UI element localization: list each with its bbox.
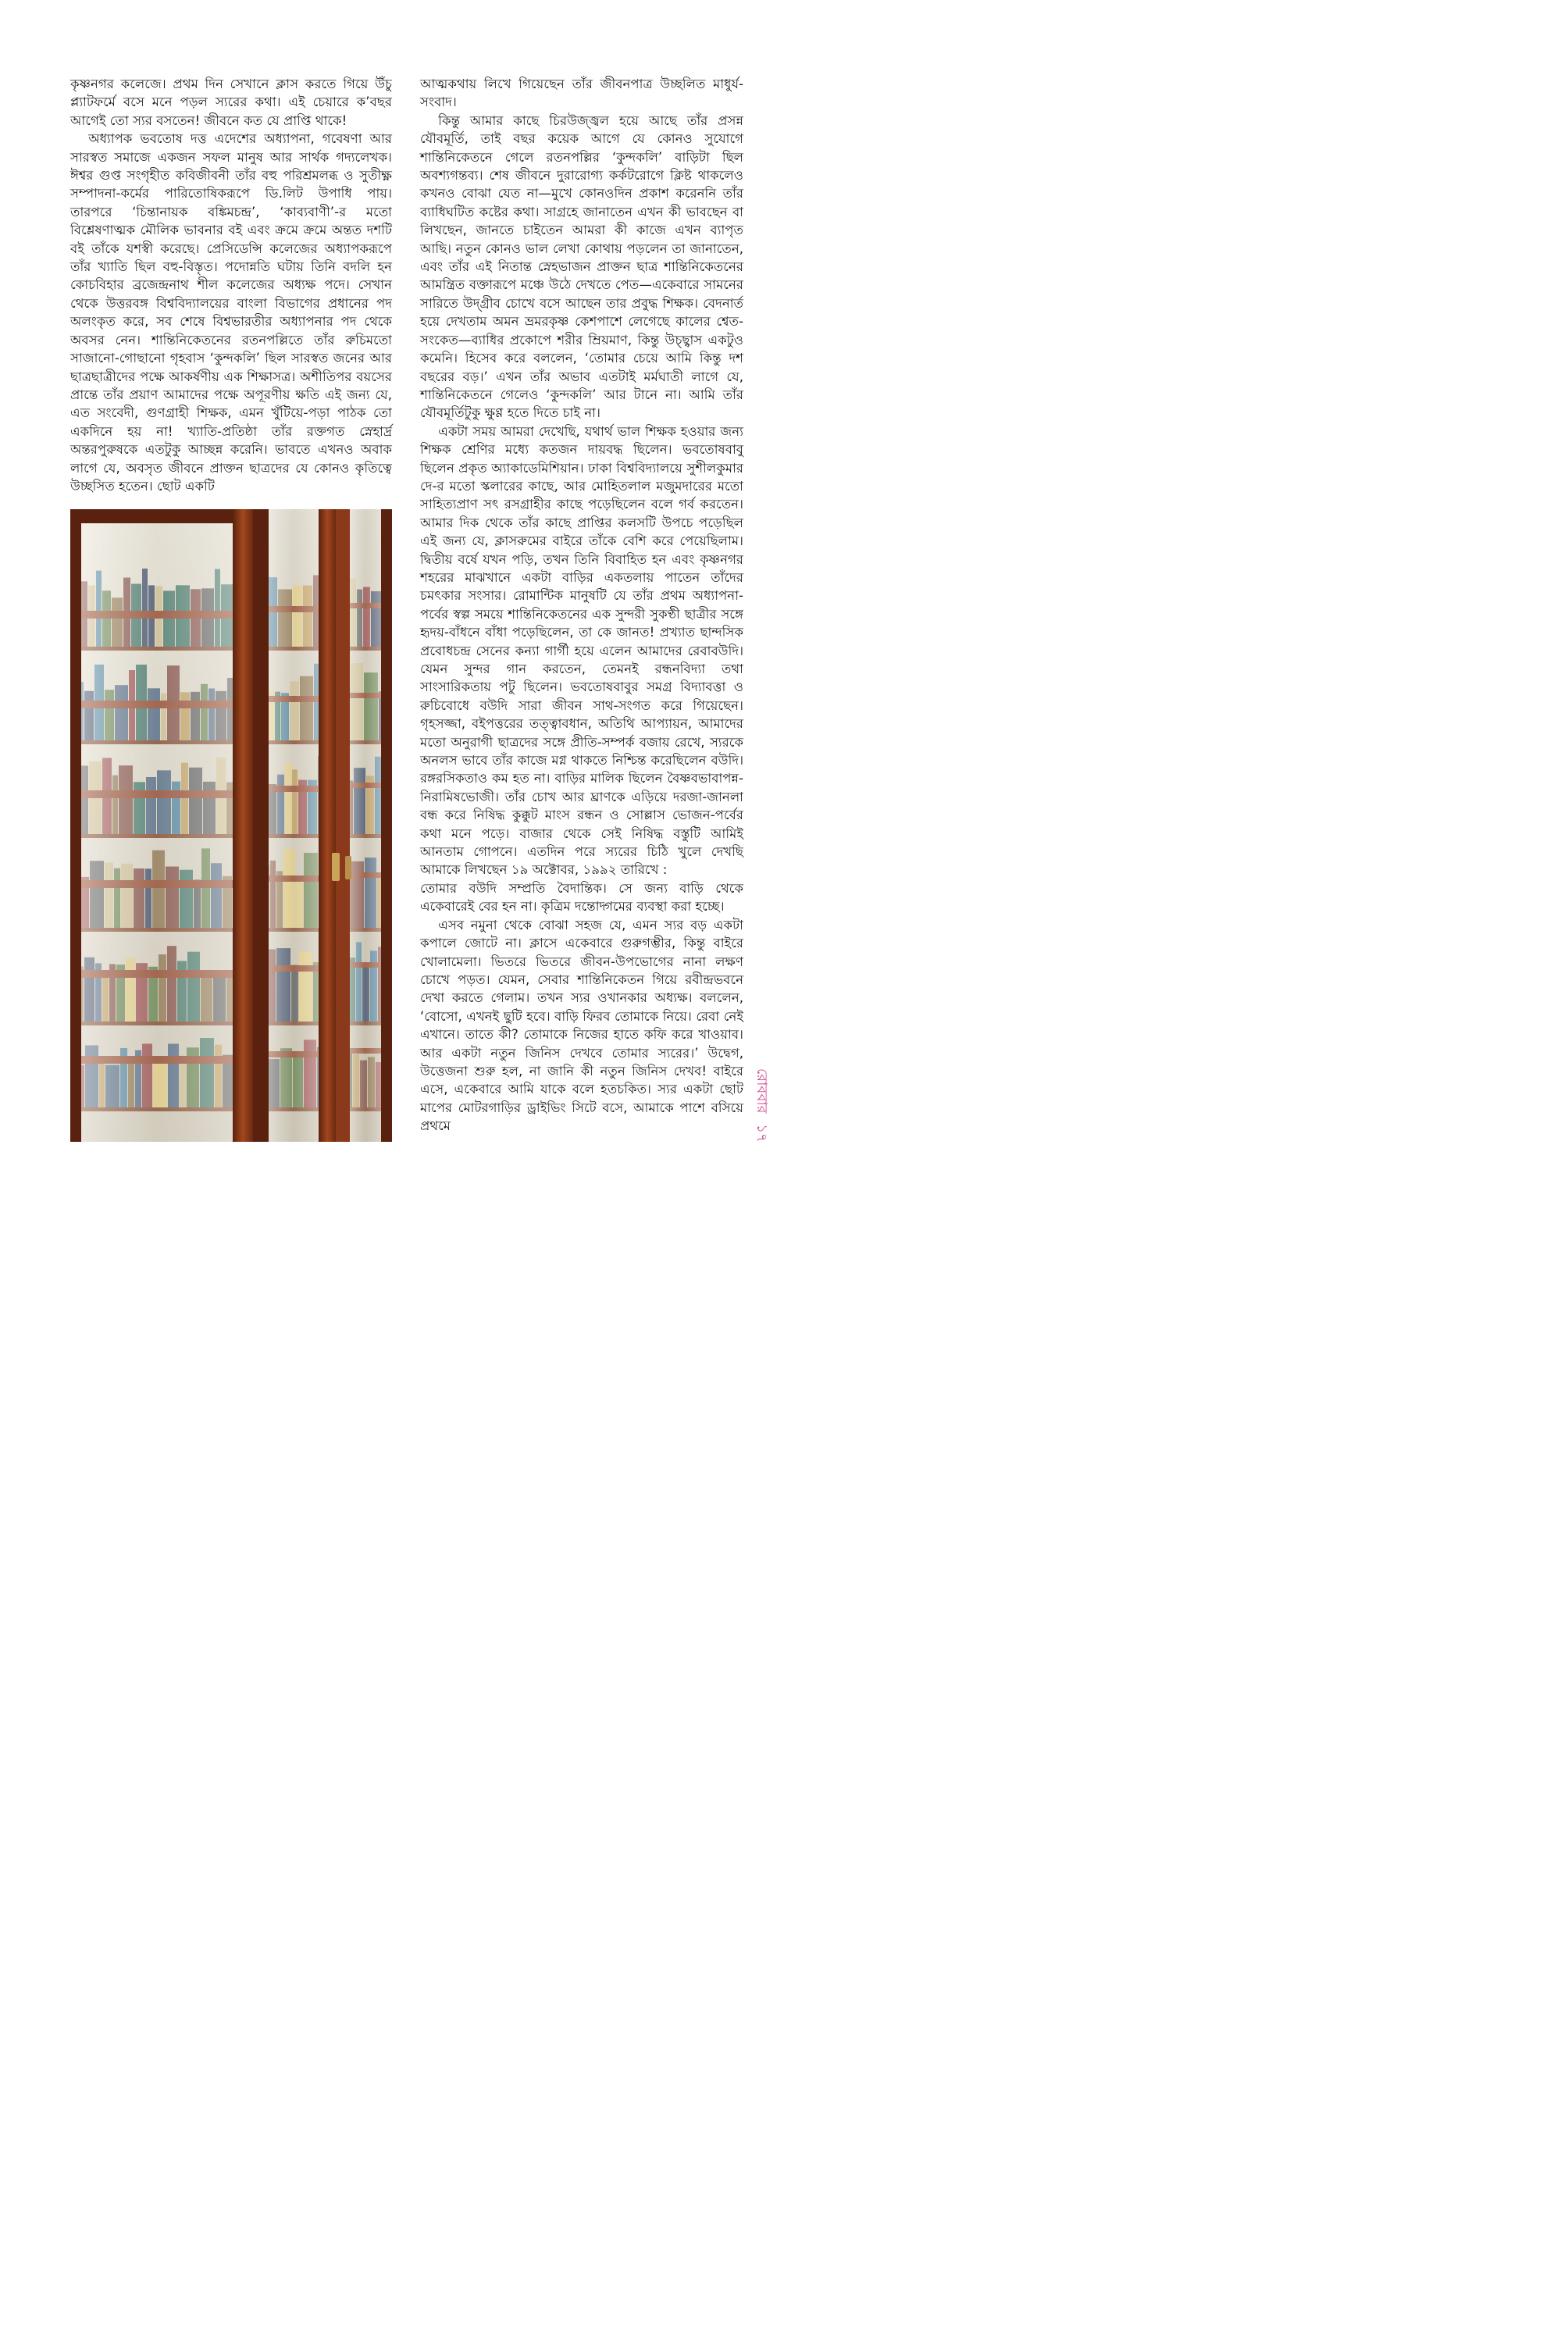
block-quote: তোমার বউদি সম্প্রতি বৈদান্তিক। সে জন্য বাড়ি থেকে একেবারেই বের হন না। কৃত্রিম দন্তোদ্গমের ব্যবস্থা করা হচ্ছে। [420,880,743,915]
paragraph: কিন্তু আমার কাছে চিরউজ্জ্বল হয়ে আছে তাঁর প্রসন্ন যৌবমূর্তি, তাই বছর কয়েক আগে যে কোনও সুযোগে শান্তিনিকেতনে গেলে রতনপল্লির ‘কুন্দকলি’ বাড়িটা ছিল অবশ্যগন্তব্য। শেষ জীবনে দুরারোগ্য কর্কটরোগে ক্লিষ্ট থাকলেও কখনও বোঝা যেত না—মুখে কোনওদিন প্রকাশ করেননি তাঁর ব্যাধিঘটিত কষ্টের কথা। সাগ্রহে জানাতেন এখন কী ভাবছেন বা লিখছেন, জানতে চাইতেন আমরা কী কাজে এখন ব্যাপৃত আছি। নতুন কোনও ভাল লেখা কোথায় পড়লেন তা জানাতেন, এবং তাঁর এই নিতান্ত স্নেহভাজন প্রাক্তন ছাত্র শান্তিনিকেতনের আমন্ত্রিত বক্তারূপে মঞ্চে উঠে দেখতে পেত—একেবারে সামনের সারিতে উদ্গ্রীব চোখে বসে আছেন তার প্রবুদ্ধ শিক্ষক। বেদনার্ত হয়ে দেখতাম অমন ভ্রমরকৃষ্ণ কেশপাশে লেগেছে কালের শ্বেত-সংকেত—ব্যাধির প্রকোপে শরীর ম্রিয়মাণ, কিন্তু উচ্ছ্বাস একটুও কমেনি। হিসেব করে বললেন, ‘তোমার চেয়ে আমি কিন্তু দশ বছরের বড়।’ এখন তাঁর অভাব এতটাই মর্মঘাতী লাগে যে, শান্তিনিকেতনে গেলেও ‘কুন্দকলি’ আর টানে না। আমি তাঁর যৌবমূর্তিটুকু ক্ষুণ্ণ হতে দিতে চাই না। [420,112,743,421]
page-number: ১৭ [754,1124,770,1143]
paragraph: কৃষ্ণনগর কলেজে। প্রথম দিন সেখানে ক্লাস করতে গিয়ে উঁচু প্ল্যাটফর্মে বসে মনে পড়ল স্যরের কথা। এই চেয়ারে ক’বছর আগেই তো স্যর বসতেন! জীবনে কত যে প্রাপ্তি থাকে! [70,77,392,128]
paragraph: আত্মকথায় লিখে গিয়েছেন তাঁর জীবনপাত্র উচ্ছলিত মাধুর্য-সংবাদ। [420,77,743,110]
bookshelf-with-glass-doors-icon [70,509,392,1142]
right-column [420,75,743,1136]
page-footer [756,1068,775,1193]
magazine-name: রোববার [754,1068,770,1114]
paragraph: একটা সময় আমরা দেখেছি, যথার্থ ভাল শিক্ষক হওয়ার জন্য শিক্ষক শ্রেণির মধ্যে কতজন দায়বদ্ধ ছিলেন। ভবতোষবাবু ছিলেন প্রকৃত অ্যাকাডেমিশিয়ান। ঢাকা বিশ্ববিদ্যালয়ে সুশীলকুমার দে-র মতো স্কলারের কাছে, আর মোহিতলাল মজুমদারের মতো সাহিত্যপ্রাণ সৎ রসগ্রাহীর কাছে পড়েছিলেন বলে গর্ব করতেন। আমার দিক থেকে তাঁর কাছে প্রাপ্তির কলসটি উপচে পড়েছিল এই জন্য যে, ক্লাসরুমের বাইরে তাঁকে বেশি করে পেয়েছিলাম। দ্বিতীয় বর্ষে যখন পড়ি, তখন তিনি বিবাহিত হন এবং কৃষ্ণনগর শহরের মাঝখানে একটা বাড়ির একতলায় পাতেন তাঁদের চমৎকার সংসার। রোমান্টিক মানুষটি যে তাঁর প্রথম অধ্যাপনা-পর্বের স্বল্প সময়ে শান্তিনিকেতনের এক সুন্দরী সুকণ্ঠী ছাত্রীর সঙ্গে হৃদয়-বাঁধনে বাঁধা পড়েছিলেন, তা কে জানত! প্রখ্যাত ছান্দসিক প্রবোধচন্দ্র সেনের কন্যা গার্গী হয়ে এলেন আমাদের রেবাবউদি। যেমন সুন্দর গান করতেন, তেমনই রন্ধনবিদ্যা তথা সাংসারিকতায় পটু ছিলেন। ভবতোষবাবুর সমগ্র বিদ্যাবত্তা ও রুচিবোধে বউদি সারা জীবন সাথ-সংগত করে গিয়েছেন। গৃহসজ্জা, বইপত্তরের তত্ত্বাবধান, অতিথি আপ্যায়ন, আমাদের মতো অনুরাগী ছাত্রদের সঙ্গে প্রীতি-সম্পর্ক বজায় রেখে, স্যরকে অনলস ভাবে তাঁর কাজে মগ্ন থাকতে নিশ্চিন্ত করেছিলেন বউদি। রঙ্গরসিকতাও কম হত না। বাড়ির মালিক ছিলেন বৈষ্ণবভাবাপন্ন-নিরামিষভোজী। তাঁর চোখ আর ঘ্রাণকে এড়িয়ে দরজা-জানলা বন্ধ করে নিষিদ্ধ কুক্কুট মাংস রন্ধন ও সোল্লাস ভোজন-পর্বের কথা মনে পড়ে। বাজার থেকে সেই নিষিদ্ধ বস্তুটি আমিই আনতাম গোপনে। এতদিন পরে স্যরের চিঠি খুলে দেখছি আমাকে লিখছেন ১৯ অক্টোবর, ১৯৯২ তারিখে : [420,423,743,878]
left-column [70,75,392,495]
paragraph: এসব নমুনা থেকে বোঝা সহজ যে, এমন স্যর বড় একটা কপালে জোটে না। ক্লাসে একেবারে গুরুগম্ভীর, কিন্তু বাইরে খোলামেলা। ভিতরে ভিতরে জীবন-উপভোগের নানা লক্ষণ চোখে পড়ত। যেমন, সেবার শান্তিনিকেতন গিয়ে রবীন্দ্রভবনে দেখা করতে গেলাম। তখন স্যর ওখানকার অধ্যক্ষ। বললেন, ‘বোসো, এখনই ছুটি হবে। বাড়ি ফিরব তোমাকে নিয়ে। রেবা নেই এখানে। তাতে কী? তোমাকে নিজের হাতে কফি করে খাওয়াব। আর একটা নতুন জিনিস দেখবে তোমার স্যরের।’ উদ্বেগ, উত্তেজনা শুরু হল, না জানি কী নতুন জিনিস দেখব! বাইরে এসে, একেবারে আমি যাকে বলে হতচকিত। স্যর একটা ছোট মাপের মোটরগাড়ির ড্রাইভিং সিটে বসে, আমাকে পাশে বসিয়ে প্রথমে [420,917,743,1134]
footer-text [749,1068,773,1143]
bookshelf-photo [70,509,392,1142]
paragraph: অধ্যাপক ভবতোষ দত্ত এদেশের অধ্যাপনা, গবেষণা আর সারস্বত সমাজে একজন সফল মানুষ আর সার্থক গদ্যলেখক। ঈশ্বর গুপ্ত সংগৃহীত কবিজীবনী তাঁর বহু পরিশ্রমলব্ধ ও সুতীক্ষ্ণ সম্পাদনা-কর্মের পারিতোষিকরূপে ডি.লিট উপাধি পায়। তারপরে ‘চিন্তানায়ক বঙ্কিমচন্দ্র’, ‘কাব্যবাণী’-র মতো বিশ্লেষণাত্মক মৌলিক ভাবনার বই এবং ক্রমে ক্রমে অন্তত দশটি বই তাঁকে যশস্বী করেছে। প্রেসিডেন্সি কলেজের অধ্যাপকরূপে তাঁর খ্যাতি ছিল বহু-বিস্তৃত। পদোন্নতি ঘটায় তিনি বদলি হন কোচবিহার ব্রজেন্দ্রনাথ শীল কলেজের অধ্যক্ষ পদে। সেখান থেকে উত্তরবঙ্গ বিশ্ববিদ্যালয়ের বাংলা বিভাগের প্রধানের পদ অলংকৃত করে, সব শেষে বিশ্বভারতীর অধ্যাপনার পদ থেকে অবসর নেন। শান্তিনিকেতনের রতনপল্লিতে তাঁর রুচিমতো সাজানো-গোছানো গৃহবাস ‘কুন্দকলি’ ছিল সারস্বত জনের আর ছাত্রছাত্রীদের পক্ষে আকর্ষণীয় এক শিক্ষাসত্র। অশীতিপর বয়সের প্রান্তে তাঁর প্রয়াণ আমাদের পক্ষে অপূরণীয় ক্ষতি এই জন্য যে, এত সংবেদী, গুণগ্রাহী শিক্ষক, এমন খুঁটিয়ে-পড়া পাঠক তো একদিনে হয় না! খ্যাতি-প্রতিষ্ঠা তাঁর রক্তগত স্নেহার্দ্র অন্তরপুরুষকে এতটুকু আচ্ছন্ন করেনি। ভাবতে এখনও অবাক লাগে যে, অবসৃত জীবনে প্রাক্তন ছাত্রদের যে কোনও কৃতিত্বে উচ্ছসিত হতেন। ছোট একটি [70,131,392,494]
